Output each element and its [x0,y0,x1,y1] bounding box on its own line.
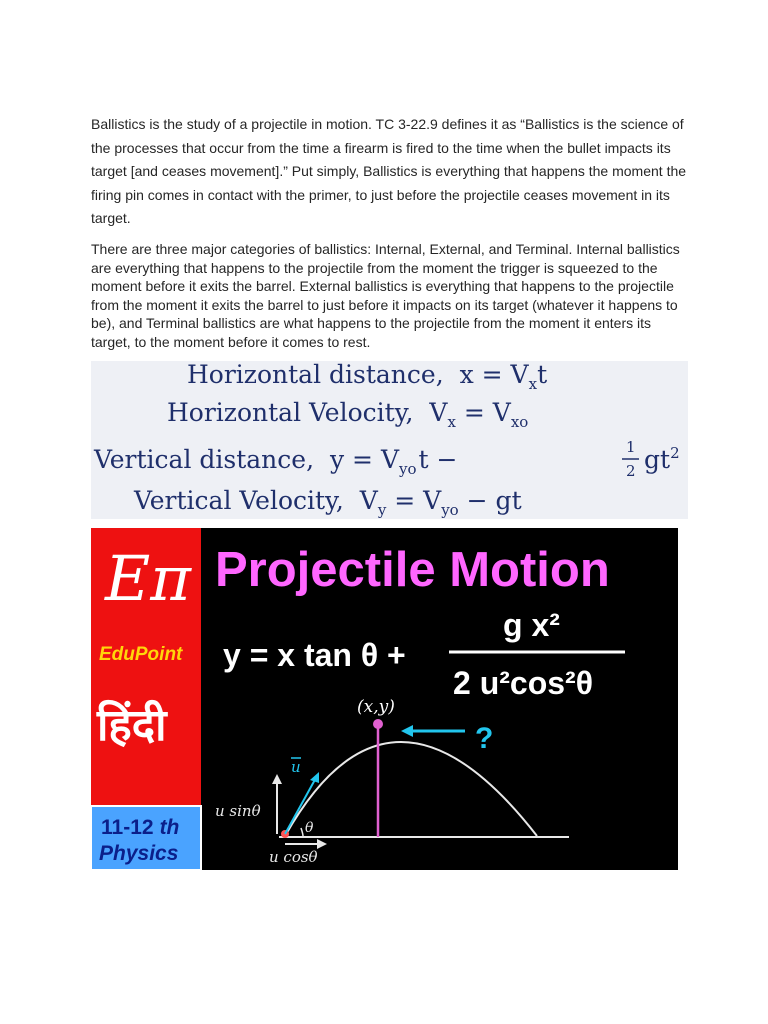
u-sin-label: u sinθ [215,802,261,820]
fraction-numerator: 1 [626,438,636,456]
subject-label: Physics [99,842,179,865]
point-arrow-head [401,725,413,737]
grade-label: 11-12 th [101,816,180,839]
fraction-denominator: 2 [626,462,636,480]
categories-paragraph: There are three major categories of ballistics: Internal, External, and Terminal. Internal ballistics are everything that happens to the projectile from the moment the trigger is squeezed to the moment before it exits the barrel. External ballistics is everything that happens to the projectile from the moment it exits the barrel to just before it impacts on its target (whatever it happens to be), and Terminal ballistics are what happens to the projectile from the moment it enters its target, to the moment before it comes to rest. [91,241,680,350]
kinematic-formulas-image [91,361,688,519]
position-point [373,719,383,729]
brand-name: EduPoint [99,644,183,665]
theta-label: θ [305,820,314,836]
question-mark: ? [475,722,494,755]
u-cos-label: u cosθ [269,848,318,866]
edupoint-logo: Eπ [105,542,192,615]
vector-u-label: u [291,758,301,776]
language-label: हिंदी [97,700,167,751]
formula-horizontal-distance: Horizontal distance, $x = V_xt$ [187,361,548,393]
formula-vertical-velocity: Vertical Velocity, $V_y = V_{yo}$ − gt [134,486,522,519]
trajectory-equation-numerator: g x² [503,607,560,643]
trajectory-curve [285,742,537,836]
angle-arc [301,828,303,836]
formula-gt-squared: $gt^2$ [644,444,680,474]
formula-horizontal-velocity: Horizontal Velocity, $V_x = V_{xo}$ [167,398,529,431]
formula-vertical-distance: Vertical distance, $y = V_{yo}t$ − [94,445,458,478]
intro-paragraph: Ballistics is the study of a projectile in motion. TC 3-22.9 defines it as “Ballistics is the science of the processes that occur from the time a firearm is fired to the time when the bullet impacts its target [and ceases movement].” Put simply, Ballistics is everything that happens the moment the firing pin comes in contact with the primer, to just before the projectile ceases movement in its target. [91,116,687,226]
trajectory-equation-denominator: 2 u²cos²θ [453,665,593,701]
thumbnail-title: Projectile Motion [215,543,610,597]
trajectory-equation-lhs: y = x tan θ + [223,637,406,673]
point-label: (x,y) [357,697,395,717]
projectile-motion-thumbnail [91,528,678,870]
